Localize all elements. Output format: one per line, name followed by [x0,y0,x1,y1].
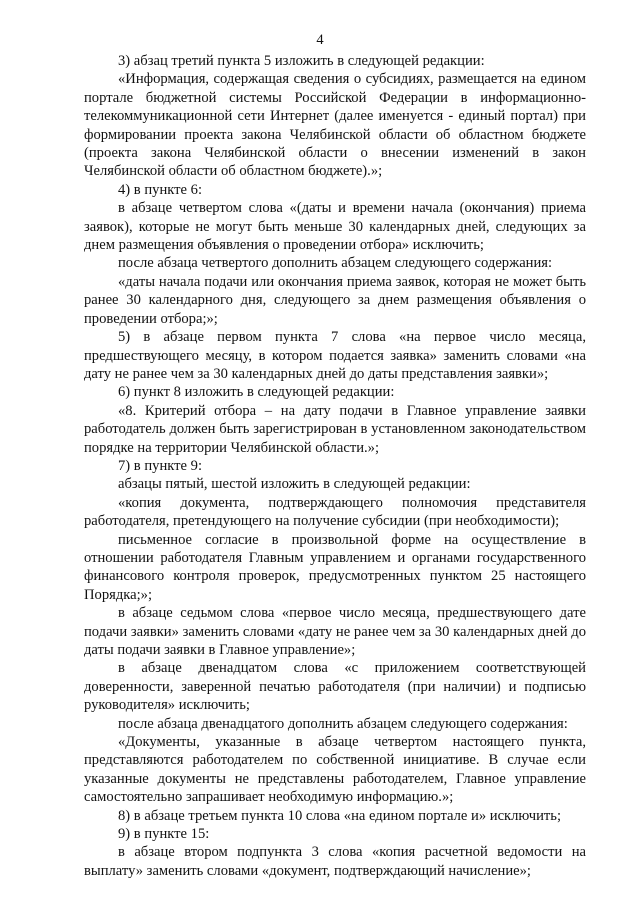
paragraph: «Информация, содержащая сведения о субсидиях, размещается на едином портале бюджетной системы Российской Федерации в информационно-телекоммуникационной сети Интернет (далее именуется - единый портал) при формировании проекта закона Челябинской области об областном бюджете (проекта закона Челябинской области о внесении изменений в закон Челябинской области об областном бюджете).»; [84,71,586,180]
paragraph: после абзаца двенадцатого дополнить абзацем следующего содержания: [118,715,568,732]
paragraph: после абзаца четвертого дополнить абзацем следующего содержания: [118,255,553,272]
paragraph: в абзаце втором подпункта 3 слова «копия расчетной ведомости на выплату» заменить словами «документ, подтверждающий начисление»; [84,844,586,879]
paragraph: 5) в абзаце первом пункта 7 слова «на первое число месяца, предшествующего месяцу, в котором подается заявка» заменить словами «на дату не ранее чем за 30 календарных дней до даты представления заявки»; [84,329,586,382]
page-number: 4 [316,32,324,48]
paragraph: в абзаце седьмом слова «первое число месяца, предшествующего дате подачи заявки» заменить словами «дату не ранее чем за 30 календарных дней до даты подачи заявки в Главное управление»; [84,605,586,658]
paragraph: 3) абзац третий пункта 5 изложить в следующей редакции: [118,53,485,69]
paragraph: 9) в пункте 15: [118,826,210,843]
paragraph: «8. Критерий отбора – на дату подачи в Главное управление заявки работодатель должен быть зарегистрирован в установленном законодательством порядке на территории Челябинской области.»; [84,402,586,456]
paragraph: в абзаце двенадцатом слова «с приложением соответствующей доверенности, заверенной печатью работодателя (при наличии) и подписью руководителя» исключить; [84,660,586,714]
document-body [84,52,586,880]
paragraph: абзацы пятый, шестой изложить в следующей редакции: [118,476,471,493]
paragraph: «копия документа, подтверждающего полномочия представителя работодателя, претендующего на получение субсидии (при необходимости); [84,494,586,530]
paragraph: в абзаце четвертом слова «(даты и времени начала (окончания) приема заявок), которые не могут быть меньше 30 календарных дней, следующих за днем размещения объявления о проведении отбора» исключить; [84,200,586,254]
paragraph: письменное согласие в произвольной форме на осуществление в отношении работодателя Главным управлением и органами государственного финансового контроля проверок, предусмотренных пунктом 25 настоящего Порядка;»; [84,531,586,603]
paragraph: 7) в пункте 9: [118,457,203,474]
paragraph: 6) пункт 8 изложить в следующей редакции: [118,384,395,401]
paragraph: «даты начала подачи или окончания приема заявок, которая не может быть ранее 30 календарного дня, следующего за днем размещения объявления о проведении отбора;»; [84,273,586,327]
paragraph: «Документы, указанные в абзаце четвертом настоящего пункта, представляются работодателем по собственной инициативе. В случае если указанные документы не представлены работодателем, Главное управление самостоятельно запрашивает необходимую информацию.»; [84,734,586,806]
paragraph: 4) в пункте 6: [118,181,203,198]
paragraph: 8) в абзаце третьем пункта 10 слова «на едином портале и» исключить; [118,807,562,824]
